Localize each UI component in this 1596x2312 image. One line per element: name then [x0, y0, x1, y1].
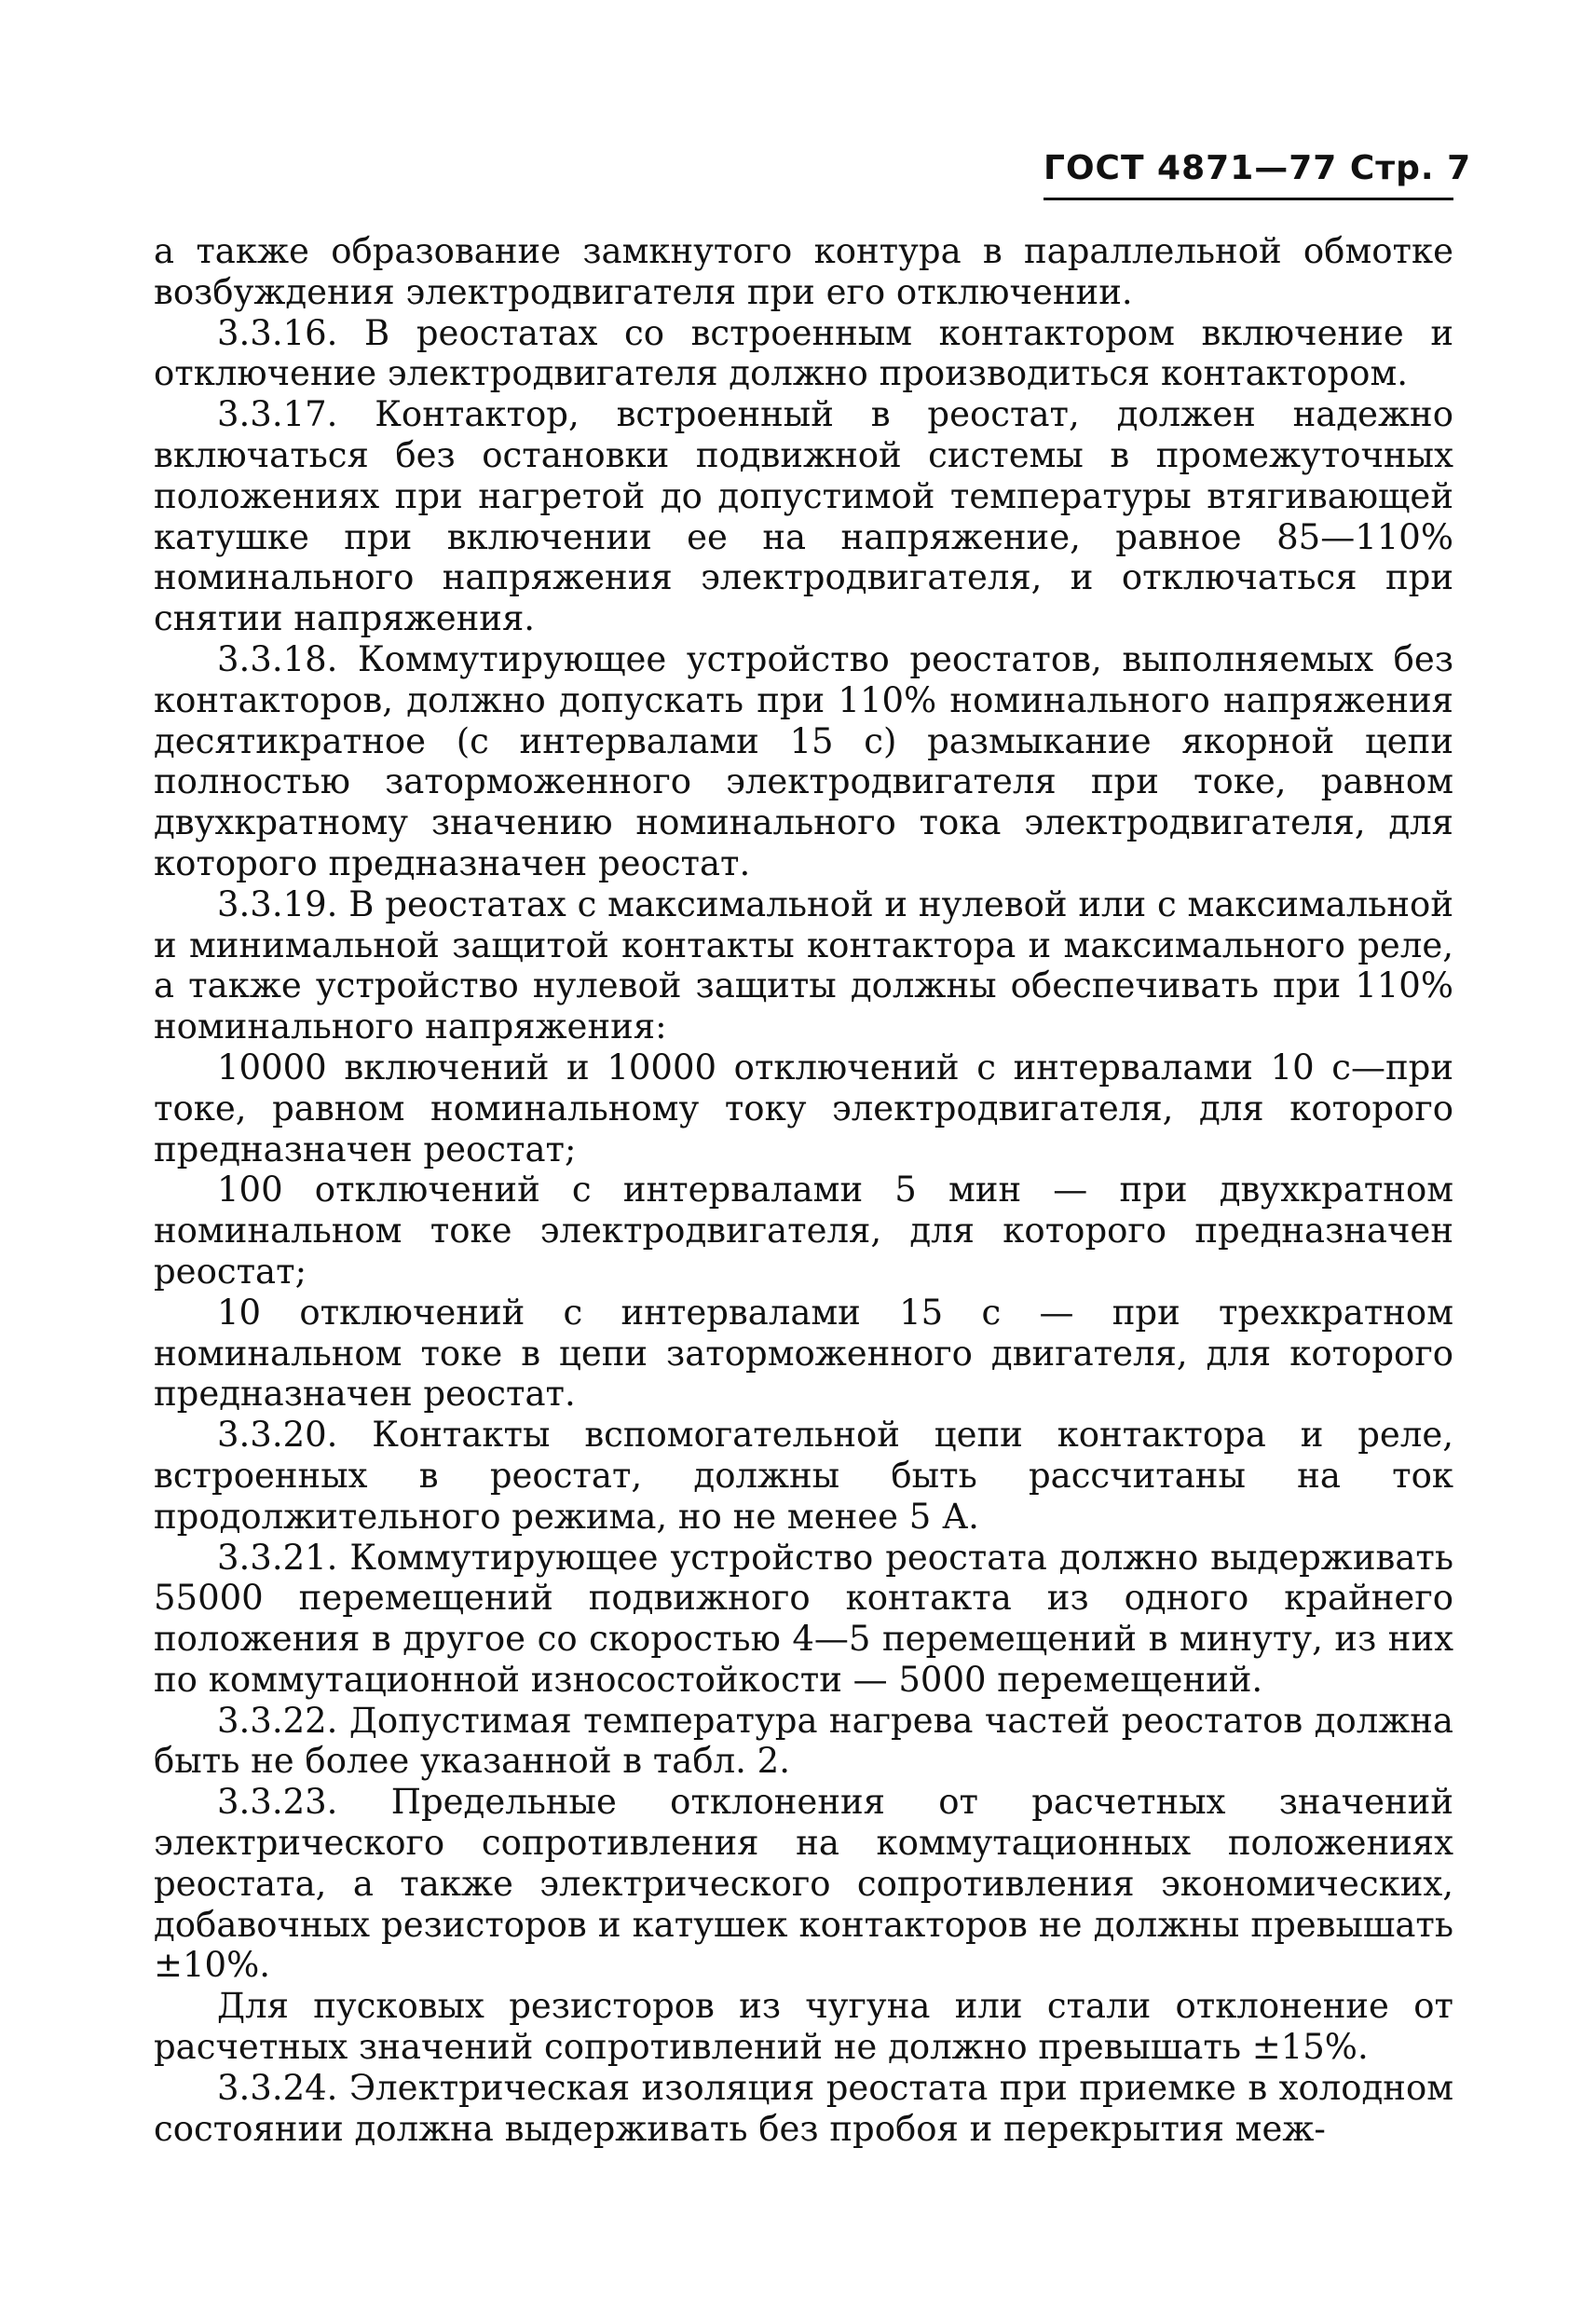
paragraph-3-3-16: 3.3.16. В реостатах со встроенным контактором включение и отключение электродвигателя должно производиться контактором.: [154, 312, 1453, 394]
paragraph-3-3-20: 3.3.20. Контакты вспомогательной цепи контактора и реле, встроенных в реостат, должны быть рассчитаны на ток продолжительного режима, но не менее 5 А.: [154, 1415, 1453, 1537]
paragraph-3-3-23: 3.3.23. Предельные отклонения от расчетных значений электрического сопротивления на коммутационных положениях реостата, а также электрического сопротивления экономических, добавочных резисторов и катушек контакторов не должны превышать ±10%.: [154, 1782, 1453, 1986]
paragraph-3-3-22: 3.3.22. Допустимая температура нагрева частей реостатов должна быть не более указанной в табл. 2.: [154, 1700, 1453, 1782]
header-rule: [1044, 198, 1453, 200]
paragraph-3-3-24: 3.3.24. Электрическая изоляция реостата при приемке в холодном состоянии должна выдерживать без пробоя и перекрытия меж-: [154, 2067, 1453, 2149]
paragraph-3-3-18: 3.3.18. Коммутирующее устройство реостатов, выполняемых без контакторов, должно допускать при 110% номинального напряжения десятикратное (с интервалами 15 с) размыкание якорной цепи полностью заторможенного электродвигателя при токе, равном двухкратному значению номинального тока электродвигателя, для которого предназначен реостат.: [154, 638, 1453, 883]
paragraph-3-3-21: 3.3.21. Коммутирующее устройство реостата должно выдерживать 55000 перемещений подвижного контакта из одного крайнего положения в другое со скоростью 4—5 перемещений в минуту, из них по коммутационной износостойкости — 5000 перемещений.: [154, 1537, 1453, 1700]
body-text: [154, 231, 1453, 2149]
list-item-10-disconnections: 10 отключений с интервалами 15 с — при трехкратном номинальном токе в цепи заторможенного двигателя, для которого предназначен реостат.: [154, 1292, 1453, 1415]
paragraph-3-3-17: 3.3.17. Контактор, встроенный в реостат, должен надежно включаться без остановки подвижной системы в промежуточных положениях при нагретой до допустимой температуры втягивающей катушке при включении ее на напряжение, равное 85—110% номинального напряжения электродвигателя, и отключаться при снятии напряжения.: [154, 394, 1453, 639]
running-header: ГОСТ 4871—77 Стр. 7: [1044, 149, 1472, 187]
paragraph-cast-iron-resistors: Для пусковых резисторов из чугуна или стали отклонение от расчетных значений сопротивлений не должно превышать ±15%.: [154, 1986, 1453, 2068]
paragraph-3-3-19: 3.3.19. В реостатах с максимальной и нулевой или с максимальной и минимальной защитой контакты контактора и максимального реле, а также устройство нулевой защиты должны обеспечивать при 110% номинального напряжения:: [154, 883, 1453, 1047]
list-item-10000-switchings: 10000 включений и 10000 отключений с интервалами 10 с—при токе, равном номинальному току электродвигателя, для которого предназначен реостат;: [154, 1047, 1453, 1170]
list-item-100-disconnections: 100 отключений с интервалами 5 мин — при двухкратном номинальном токе электродвигателя, для которого предназначен реостат;: [154, 1170, 1453, 1292]
paragraph-continuation: а также образование замкнутого контура в параллельной обмотке возбуждения электродвигателя при его отключении.: [154, 231, 1453, 312]
